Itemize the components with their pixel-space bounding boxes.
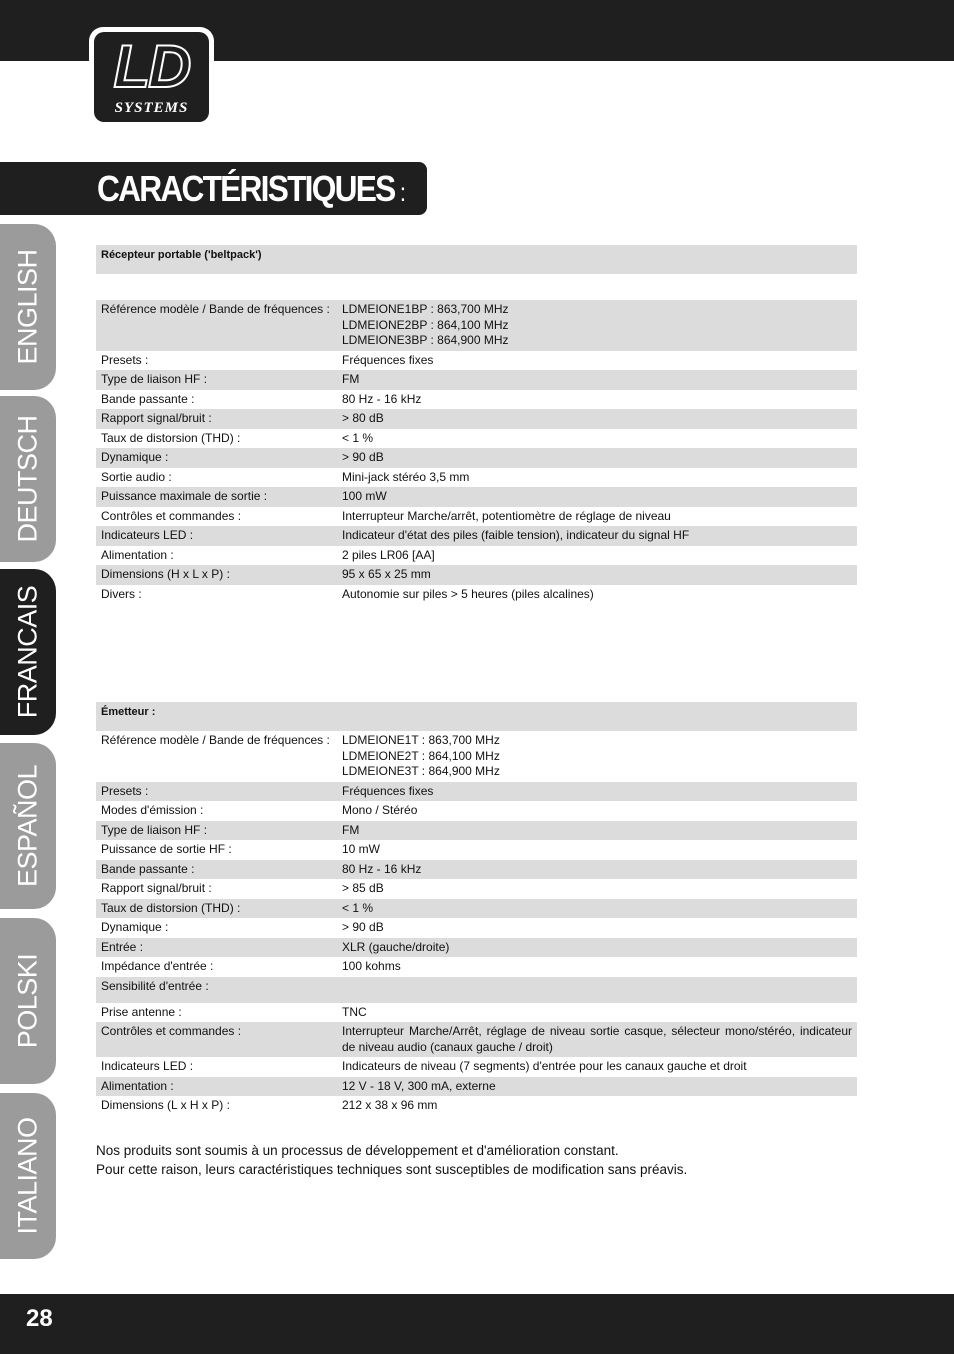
spec-row [96, 526, 857, 546]
spec-value: 95 x 65 x 25 mm [337, 565, 857, 585]
spec-label: Dynamique : [96, 448, 337, 468]
spec-label: Contrôles et commandes : [96, 1022, 337, 1057]
spec-label: Puissance de sortie HF : [101, 842, 232, 856]
spec-value: Indicateurs de niveau (7 segments) d'entrée pour les canaux gauche et droit [342, 1059, 747, 1073]
tab-label: ITALIANO [12, 1117, 43, 1235]
spacer-row [96, 274, 857, 300]
logo-mark: LD [113, 33, 190, 100]
spec-value [337, 977, 857, 1003]
spec-value: FM [337, 370, 857, 390]
spec-label: Prise antenne : [101, 1004, 182, 1019]
spec-label: Dynamique : [101, 920, 169, 934]
spec-label: Dimensions (L x H x P) : [101, 1098, 230, 1112]
tab-polski[interactable] [0, 918, 56, 1084]
spec-value: Indicateur d'état des piles (faible tension), indicateur du signal HF [337, 526, 857, 546]
page-title-text: CARACTÉRISTIQUES [97, 168, 395, 209]
tab-italiano[interactable] [0, 1093, 56, 1259]
spec-value: FM [337, 821, 857, 841]
spec-row [96, 448, 857, 468]
spec-row [96, 1022, 857, 1057]
spec-value: LDMEIONE1T : 863,700 MHz LDMEIONE2T : 864,100 MHz LDMEIONE3T : 864,900 MHz [342, 733, 500, 778]
transmitter-heading-row [96, 702, 857, 731]
spec-row [96, 977, 857, 1003]
spec-value: Mini-jack stéréo 3,5 mm [342, 469, 470, 484]
spec-row [96, 879, 857, 899]
page-title [97, 168, 406, 213]
spec-row [96, 801, 857, 821]
spec-row [96, 1077, 857, 1097]
tab-label: DEUTSCH [12, 415, 43, 543]
spec-value: > 90 dB [337, 448, 857, 468]
spec-value: 10 mW [342, 842, 381, 856]
spec-row [96, 507, 857, 527]
spec-value: Interrupteur Marche/Arrêt, réglage de niveau sortie casque, sélecteur mono/stéréo, indicateur de niveau audio (canaux gauche / droit) [337, 1022, 857, 1057]
spec-row [96, 731, 857, 782]
spec-value: > 80 dB [337, 409, 857, 429]
spec-value: 80 Hz - 16 kHz [342, 391, 422, 406]
spec-value: Fréquences fixes [342, 352, 434, 367]
spec-label: Bande passante : [96, 860, 337, 880]
spec-row [96, 409, 857, 429]
spec-value: 100 kohms [342, 959, 401, 973]
spec-label: Alimentation : [96, 1077, 337, 1097]
spec-row [96, 1096, 857, 1116]
spec-row [96, 782, 857, 802]
spec-label: Référence modèle / Bande de fréquences : [96, 300, 337, 351]
tab-espanol[interactable] [0, 743, 56, 909]
section-title-bar [0, 162, 427, 215]
page-number: 28 [26, 1305, 53, 1332]
logo-text: SYSTEMS [114, 100, 189, 116]
spec-row [96, 565, 857, 585]
spec-label: Bande passante : [101, 391, 195, 406]
tab-label: POLSKI [12, 953, 43, 1049]
tab-label: FRANCAIS [12, 585, 43, 719]
spec-label: Taux de distorsion (THD) : [96, 899, 337, 919]
ld-systems-logo [89, 27, 214, 127]
spec-row [96, 487, 857, 507]
spec-label: Indicateurs LED : [101, 1059, 194, 1073]
spec-label: Entrée : [96, 938, 337, 958]
bottom-bar [0, 1294, 954, 1354]
spec-value: 2 piles LR06 [AA] [342, 547, 435, 562]
spec-label: Type de liaison HF : [96, 821, 337, 841]
spec-label: Presets : [96, 782, 337, 802]
spec-row [96, 300, 857, 351]
spec-row [96, 918, 857, 938]
spec-row [96, 468, 857, 488]
spec-label: Sensibilité d'entrée : [96, 977, 337, 1003]
tab-english[interactable] [0, 224, 56, 390]
spec-row [96, 429, 857, 449]
spec-label: Dimensions (H x L x P) : [96, 565, 337, 585]
spec-label: Presets : [101, 352, 149, 367]
spec-value: TNC [342, 1004, 367, 1019]
spec-value: XLR (gauche/droite) [337, 938, 857, 958]
tab-label: ESPAÑOL [12, 764, 43, 888]
footer-note-line: Pour cette raison, leurs caractéristiques techniques sont susceptibles de modification sans préavis. [96, 1162, 688, 1177]
spec-row [96, 1057, 857, 1077]
spec-row [96, 390, 857, 410]
spec-value: > 90 dB [342, 920, 384, 934]
spec-row [96, 370, 857, 390]
spec-row [96, 585, 857, 605]
spec-row [96, 1003, 857, 1023]
spec-value: < 1 % [337, 899, 857, 919]
tab-francais[interactable] [0, 569, 56, 735]
spec-value: < 1 % [342, 430, 374, 445]
spec-value: Mono / Stéréo [342, 803, 418, 817]
spec-label: Modes d'émission : [101, 803, 204, 817]
footer-note [96, 1141, 856, 1179]
spec-value: 12 V - 18 V, 300 mA, externe [337, 1077, 857, 1097]
spec-row [96, 899, 857, 919]
tab-label: ENGLISH [12, 249, 43, 365]
spec-value: Fréquences fixes [337, 782, 857, 802]
spec-value: 80 Hz - 16 kHz [337, 860, 857, 880]
spec-value: 212 x 38 x 96 mm [342, 1098, 438, 1112]
spec-value: 100 mW [337, 487, 857, 507]
page-title-colon: : [399, 177, 407, 207]
spec-label: Contrôles et commandes : [101, 508, 242, 523]
receiver-heading: Récepteur portable ('beltpack') [96, 245, 857, 274]
receiver-spec-table [96, 245, 857, 604]
spec-row [96, 546, 857, 566]
spec-value: Autonomie sur piles > 5 heures (piles alcalines) [342, 586, 594, 601]
spec-row [96, 840, 857, 860]
spec-label: Rapport signal/bruit : [96, 409, 337, 429]
spec-label: Puissance maximale de sortie : [96, 487, 337, 507]
spec-row [96, 351, 857, 371]
spec-label: Alimentation : [101, 547, 174, 562]
spec-value: Interrupteur Marche/arrêt, potentiomètre de réglage de niveau [342, 508, 671, 523]
spec-value: > 85 dB [342, 881, 384, 895]
spec-row [96, 957, 857, 977]
transmitter-spec-table [96, 702, 857, 1116]
spec-row [96, 938, 857, 958]
logo-badge [94, 32, 209, 122]
spec-label: Référence modèle / Bande de fréquences : [101, 733, 330, 747]
spec-label: Rapport signal/bruit : [101, 881, 212, 895]
footer-note-line: Nos produits sont soumis à un processus de développement et d'amélioration constant. [96, 1143, 619, 1158]
spec-label: Sortie audio : [101, 469, 172, 484]
spec-value: LDMEIONE1BP : 863,700 MHz LDMEIONE2BP : 864,100 MHz LDMEIONE3BP : 864,900 MHz [337, 300, 857, 351]
spec-label: Indicateurs LED : [96, 526, 337, 546]
transmitter-heading: Émetteur : [96, 702, 857, 731]
spec-row [96, 860, 857, 880]
tab-deutsch[interactable] [0, 396, 56, 562]
spec-label: Taux de distorsion (THD) : [101, 430, 241, 445]
spec-label: Type de liaison HF : [96, 370, 337, 390]
spec-label: Divers : [101, 586, 142, 601]
spec-label: Impédance d'entrée : [101, 959, 214, 973]
receiver-heading-row [96, 245, 857, 274]
spec-row [96, 821, 857, 841]
